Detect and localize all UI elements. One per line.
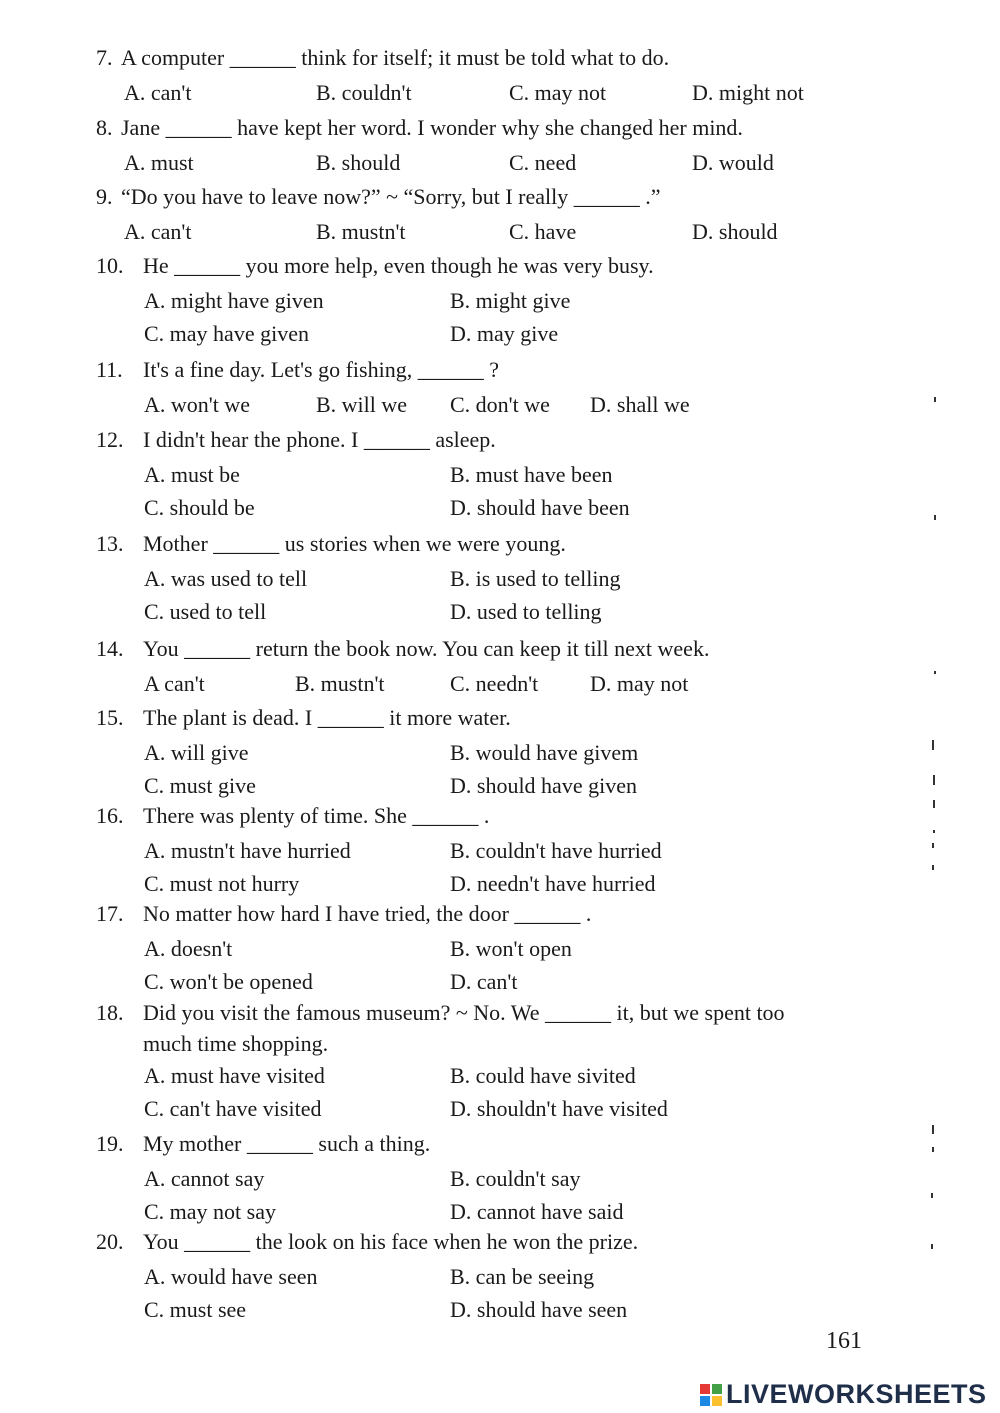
answer-option: D. would — [692, 150, 774, 175]
answer-option: A. must have visited — [144, 1063, 325, 1088]
page-number: 161 — [826, 1328, 862, 1354]
answer-option: D. might not — [692, 80, 804, 105]
answer-option: C. have — [509, 219, 577, 244]
question-stem: A computer ______ think for itself; it must be told what to do. — [121, 45, 670, 70]
answer-option: C. must not hurry — [144, 871, 300, 896]
answer-option: A. can't — [124, 219, 192, 244]
question-number: 9. — [96, 184, 113, 209]
question-number: 15. — [96, 705, 124, 730]
answer-option: A. will give — [144, 740, 249, 765]
question-number: 12. — [96, 427, 124, 452]
question-stem: You ______ the look on his face when he won the prize. — [143, 1229, 639, 1254]
logo-square — [700, 1384, 710, 1394]
logo-square — [712, 1396, 722, 1406]
question-number: 17. — [96, 901, 124, 926]
answer-option: A. would have seen — [144, 1264, 318, 1289]
answer-option: C. must see — [144, 1297, 247, 1322]
answer-option: A. must be — [144, 462, 240, 487]
answer-option: C. must give — [144, 773, 256, 798]
logo-text: LIVEWORKSHEETS — [726, 1379, 987, 1409]
answer-option: C. may not — [509, 80, 607, 105]
answer-option: B. is used to telling — [450, 566, 621, 591]
answer-option: C. needn't — [450, 671, 539, 696]
question-stem: No matter how hard I have tried, the door ______ . — [143, 901, 592, 926]
answer-option: A. can't — [124, 80, 192, 105]
question-number: 10. — [96, 253, 124, 278]
answer-option: C. need — [509, 150, 577, 175]
question-number: 13. — [96, 531, 124, 556]
answer-option: A. was used to tell — [144, 566, 308, 591]
answer-option: B. might give — [450, 288, 571, 313]
answer-option: D. needn't have hurried — [450, 871, 656, 896]
answer-option: C. may not say — [144, 1199, 276, 1224]
answer-option: A. must — [124, 150, 194, 175]
question-stem: Mother ______ us stories when we were young. — [143, 531, 566, 556]
answer-option: A. doesn't — [144, 936, 233, 961]
question-stem: My mother ______ such a thing. — [143, 1131, 431, 1156]
question-number: 20. — [96, 1229, 124, 1254]
question-number: 11. — [96, 357, 123, 382]
question-number: 19. — [96, 1131, 124, 1156]
answer-option: D. shouldn't have visited — [450, 1096, 668, 1121]
answer-option: B. mustn't — [295, 671, 385, 696]
answer-option: A can't — [144, 671, 205, 696]
question-stem: The plant is dead. I ______ it more water. — [143, 705, 511, 730]
question-stem-continued: much time shopping. — [143, 1031, 329, 1056]
answer-option: D. may not — [590, 671, 689, 696]
logo-square — [700, 1396, 710, 1406]
answer-option: B. mustn't — [316, 219, 406, 244]
liveworksheets-logo — [700, 1379, 987, 1410]
answer-option: A. mustn't have hurried — [144, 838, 351, 863]
question-stem: “Do you have to leave now?” ~ “Sorry, but I really ______ .” — [121, 184, 661, 209]
answer-option: C. won't be opened — [144, 969, 313, 994]
answer-option: D. should have been — [450, 495, 630, 520]
answer-option: C. should be — [144, 495, 255, 520]
question-number: 16. — [96, 803, 124, 828]
answer-option: D. shall we — [590, 392, 690, 417]
answer-option: D. can't — [450, 969, 518, 994]
answer-option: B. couldn't have hurried — [450, 838, 662, 863]
logo-mark-icon — [700, 1384, 722, 1406]
answer-option: D. should have seen — [450, 1297, 628, 1322]
answer-option: B. must have been — [450, 462, 613, 487]
answer-option: B. will we — [316, 392, 408, 417]
answer-option: D. used to telling — [450, 599, 602, 624]
answer-option: D. may give — [450, 321, 559, 346]
answer-option: D. should — [692, 219, 778, 244]
question-stem: Jane ______ have kept her word. I wonder why she changed her mind. — [121, 115, 743, 140]
answer-option: B. won't open — [450, 936, 572, 961]
answer-option: A. won't we — [144, 392, 251, 417]
question-stem: Did you visit the famous museum? ~ No. We ______ it, but we spent too — [143, 1000, 785, 1025]
question-stem: There was plenty of time. She ______ . — [143, 803, 490, 828]
question-number: 7. — [96, 45, 113, 70]
question-stem: It's a fine day. Let's go fishing, ______ ? — [143, 357, 499, 382]
answer-option: C. don't we — [450, 392, 550, 417]
question-stem: You ______ return the book now. You can keep it till next week. — [143, 636, 710, 661]
answer-option: B. couldn't say — [450, 1166, 581, 1191]
answer-option: C. can't have visited — [144, 1096, 322, 1121]
answer-option: B. couldn't — [316, 80, 412, 105]
logo-square — [712, 1384, 722, 1394]
answer-option: B. should — [316, 150, 401, 175]
question-number: 18. — [96, 1000, 124, 1025]
answer-option: D. cannot have said — [450, 1199, 624, 1224]
answer-option: D. should have given — [450, 773, 637, 798]
answer-option: B. could have sivited — [450, 1063, 636, 1088]
answer-option: C. may have given — [144, 321, 309, 346]
answer-option: A. might have given — [144, 288, 324, 313]
answer-option: A. cannot say — [144, 1166, 265, 1191]
question-number: 8. — [96, 115, 113, 140]
answer-option: B. can be seeing — [450, 1264, 595, 1289]
question-number: 14. — [96, 636, 124, 661]
question-stem: I didn't hear the phone. I ______ asleep. — [143, 427, 496, 452]
answer-option: B. would have givem — [450, 740, 639, 765]
question-stem: He ______ you more help, even though he was very busy. — [143, 253, 654, 278]
answer-option: C. used to tell — [144, 599, 267, 624]
